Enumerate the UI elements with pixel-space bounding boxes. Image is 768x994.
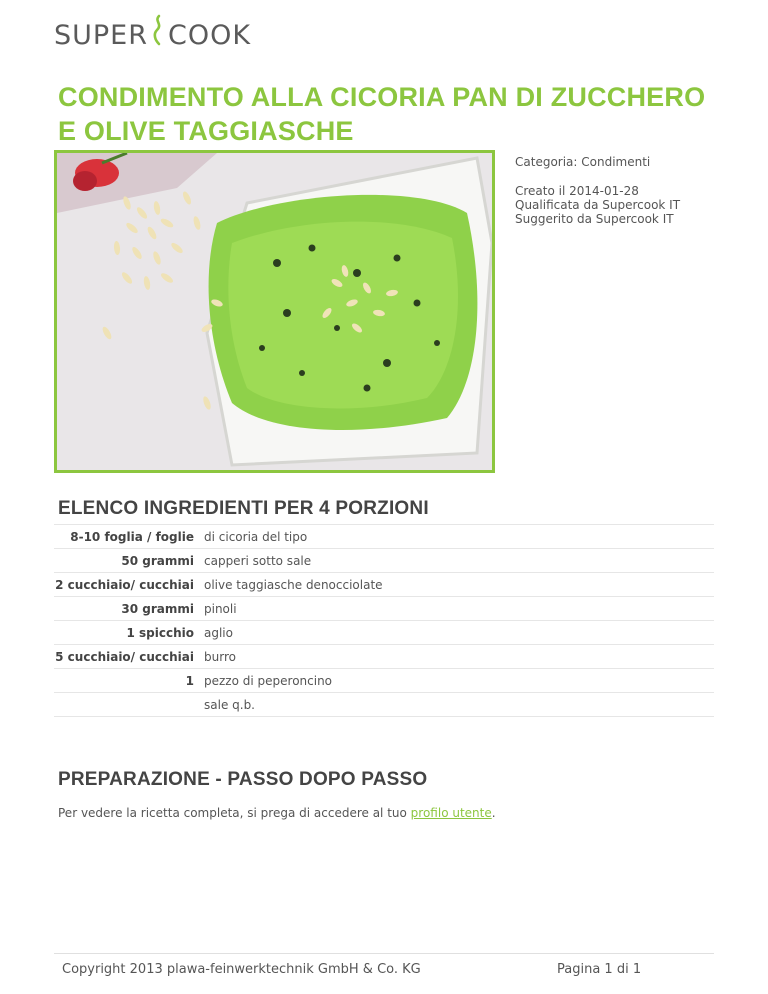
logo-steam-icon: [150, 14, 166, 48]
ingredient-name: di cicoria del tipo: [204, 530, 308, 544]
ingredient-row: [54, 597, 714, 621]
footer-copyright: Copyright 2013 plawa-feinwerktechnik GmbH & Co. KG: [62, 962, 421, 977]
ingredient-row: [54, 669, 714, 693]
ingredient-row: [54, 549, 714, 573]
ingredient-qty: 8-10 foglia / foglie: [70, 530, 194, 544]
recipe-suggested-by: Suggerito da Supercook IT: [515, 212, 674, 226]
user-profile-link[interactable]: profilo utente: [410, 806, 492, 820]
ingredient-qty: 1: [185, 674, 194, 688]
preparation-text: [58, 806, 496, 820]
logo-text-cook: COOK: [168, 19, 252, 51]
preparation-heading: PREPARAZIONE - PASSO DOPO PASSO: [58, 769, 428, 790]
ingredient-name: capperi sotto sale: [204, 554, 312, 568]
recipe-meta: [515, 155, 680, 226]
ingredients-heading: ELENCO INGREDIENTI PER 4 PORZIONI: [58, 498, 429, 519]
footer-page-number: Pagina 1 di 1: [557, 962, 642, 977]
preparation-text-before: Per vedere la ricetta completa, si prega di accedere al tuo: [58, 806, 411, 820]
ingredient-qty: 50 grammi: [121, 554, 194, 568]
recipe-photo: [54, 150, 495, 473]
supercook-logo: [54, 14, 251, 56]
ingredient-name: burro: [204, 650, 236, 664]
ingredient-name: pinoli: [204, 602, 237, 616]
recipe-category: Categoria: Condimenti: [515, 155, 651, 169]
ingredient-row: [54, 621, 714, 645]
recipe-title: CONDIMENTO ALLA CICORIA PAN DI ZUCCHERO E OLIVE TAGGIASCHE: [58, 82, 706, 146]
ingredient-row: [54, 693, 714, 717]
ingredient-row: [54, 573, 714, 597]
ingredient-qty: [54, 693, 199, 717]
ingredient-name: pezzo di peperoncino: [204, 674, 333, 688]
ingredients-table: [54, 524, 714, 717]
recipe-photo-illustration: [57, 153, 492, 470]
preparation-text-after: .: [491, 806, 496, 820]
ingredient-name: olive taggiasche denocciolate: [204, 578, 383, 592]
logo-text-super: SUPER: [54, 19, 149, 51]
ingredient-qty: 1 spicchio: [126, 626, 194, 640]
recipe-qualified-by: Qualificata da Supercook IT: [515, 198, 681, 212]
footer-divider: [54, 953, 714, 954]
ingredient-name: sale q.b.: [204, 698, 255, 712]
ingredient-qty: 5 cucchiaio/ cucchiai: [55, 650, 194, 664]
ingredient-qty: 2 cucchiaio/ cucchiai: [55, 578, 194, 592]
ingredient-name: aglio: [204, 626, 233, 640]
recipe-created-date: Creato il 2014-01-28: [515, 184, 639, 198]
ingredient-row: [54, 645, 714, 669]
ingredient-row: [54, 525, 714, 549]
ingredient-qty: 30 grammi: [121, 602, 194, 616]
